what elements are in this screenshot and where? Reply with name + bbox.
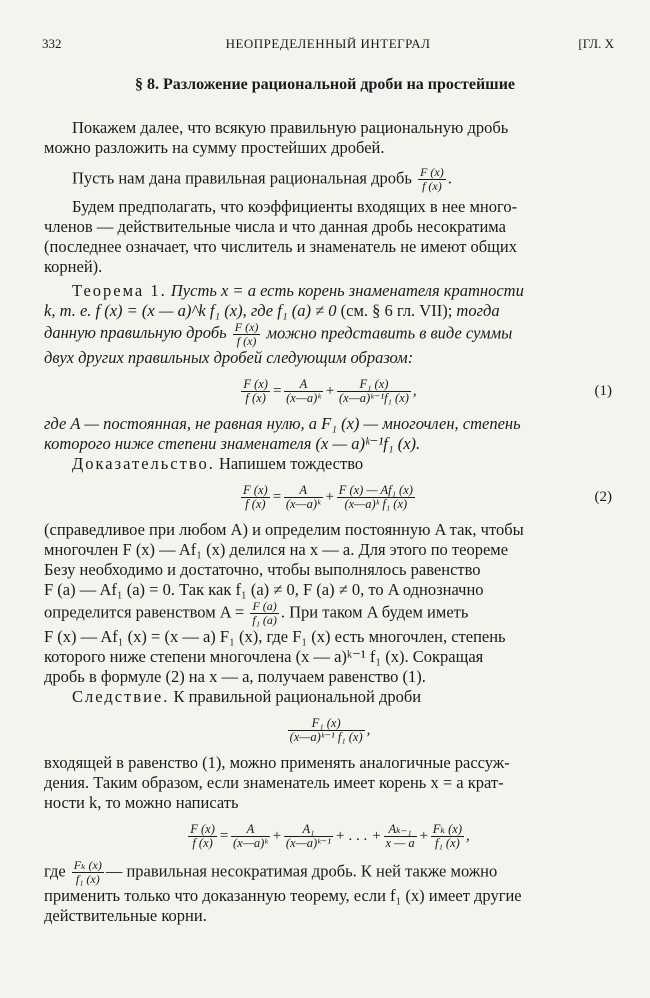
fraction: $\frac{F (x)}{f (x)}$ xyxy=(420,165,444,193)
section-title: § 8. Разложение рациональной дроби на простейшие xyxy=(134,76,516,93)
fraction: $\frac{\text{Fₖ (x)}}{\text{f₁ (x)}}$ xyxy=(73,858,102,886)
equation-number: (1) xyxy=(594,383,612,399)
proof: Доказательство. Напишем тождество xyxy=(72,454,364,473)
corollary-fraction: $\frac{\text{F₁ (x)}}{\text{(x—a)ᵏ⁻¹ f₁ (x)}}$ , xyxy=(289,716,371,745)
theorem: Теорема 1. Пусть x = a есть корень знаменателя кратности k, т. е. f (x) = (x — a)^k f₁ (x), где f₁ (a) ≠ 0 (см. § 6 гл. VII); тогда данную правильную дробь $\frac{F (x)}{f (x)}$ можно представить в виде суммы двух других правильных дробей следующим образом: xyxy=(44,281,524,367)
fraction: $\frac{F (x)}{f (x)}$ xyxy=(234,320,259,348)
equation-1: $\frac{F (x)}{f (x)}$ = $\frac{A}{\text{(x—a)ᵏ}}$ + $\frac{\text{F₁ (x)}}{\text{(x—a)ᵏ⁻¹f₁ (x)}}$ , (1) xyxy=(44,374,612,408)
running-title: НЕОПРЕДЕЛЕННЫЙ ИНТЕГРАЛ xyxy=(225,36,431,51)
page-number: 332 xyxy=(42,36,62,51)
paragraph: входящей в равенство (1), можно применять аналогичные рассуж- дения. Таким образом, если знаменатель имеет корень x = a крат- ности k, то можно написать xyxy=(44,753,510,812)
page-body xyxy=(44,118,612,926)
paragraph: где A — постоянная, не равная нулю, а F₁ (x) — многочлен, степень которого ниже степени знаменателя (x — a)ᵏ⁻¹f₁ (x). xyxy=(44,414,521,453)
corollary: Следствие. К правильной рациональной дроби xyxy=(72,687,422,706)
paragraph: где $\frac{\text{Fₖ (x)}}{\text{f₁ (x)}}$ — правильная несократимая дробь. К ней также можно применить только что доказанную теорему, если f₁ (x) имеет другие действительные корни. xyxy=(44,858,522,925)
proof-label: Доказательство. xyxy=(72,454,215,473)
page-header xyxy=(42,36,614,56)
corollary-label: Следствие. xyxy=(72,687,170,706)
equation-3: $\frac{F (x)}{f (x)}$ = $\frac{A}{\text{(x—a)ᵏ}}$ + $\frac{\text{A₁}}{\text{(x—a)ᵏ⁻¹}}$ + . . . + $\frac{\text{Aₖ₋₁}}{x — a}$ + $\frac{\text{Fₖ (x)}}{\text{f₁ (x)}}$ , xyxy=(190,822,470,851)
theorem-label: Теорема 1. xyxy=(72,281,167,300)
paragraph: (справедливое при любом A) и определим постоянную A так, чтобы многочлен F (x) — Af₁ (x) делился на x — a. Для этого по теореме Безу необходимо и достаточно, чтобы выполнялось равенство F (a) — Af₁ (a) = 0. Так как f₁ (a) ≠ 0, F (a) ≠ 0, то A однозначно определится равенством A = $\frac{F (a)}{\text{f₁ (a)}}$ . При таком A будем иметь F (x) — Af₁ (x) = (x — a) F₁ (x), где F₁ (x) есть многочлен, степень которого ниже степени многочлена (x — a)ᵏ⁻¹ f₁ (x). Сокращая дробь в формуле (2) на x — a, получаем равенство (1). xyxy=(44,520,524,686)
paragraph: Пусть нам дана правильная рациональная дробь $\frac{F (x)}{f (x)}$ . xyxy=(72,165,452,193)
fraction: $\frac{F (a)}{\text{f₁ (a)}}$ xyxy=(252,599,277,627)
equation-number: (2) xyxy=(594,489,612,505)
paragraph: Покажем далее, что всякую правильную рациональную дробь можно разложить на сумму простейших дробей. xyxy=(44,118,509,157)
chapter-label: [ГЛ. X xyxy=(578,36,614,51)
equation-2: $\frac{F (x)}{f (x)}$ = $\frac{A}{\text{(x—a)ᵏ}}$ + $\frac{\text{F (x) — Af₁ (x)}}{\text{(x—a)ᵏ f₁ (x)}}$ (2) xyxy=(44,480,612,514)
paragraph: Будем предполагать, что коэффициенты входящих в нее много- членов — действительные числа и что данная дробь несократима (последнее означает, что числитель и знаменатель не имеют общих корней). xyxy=(44,197,518,276)
